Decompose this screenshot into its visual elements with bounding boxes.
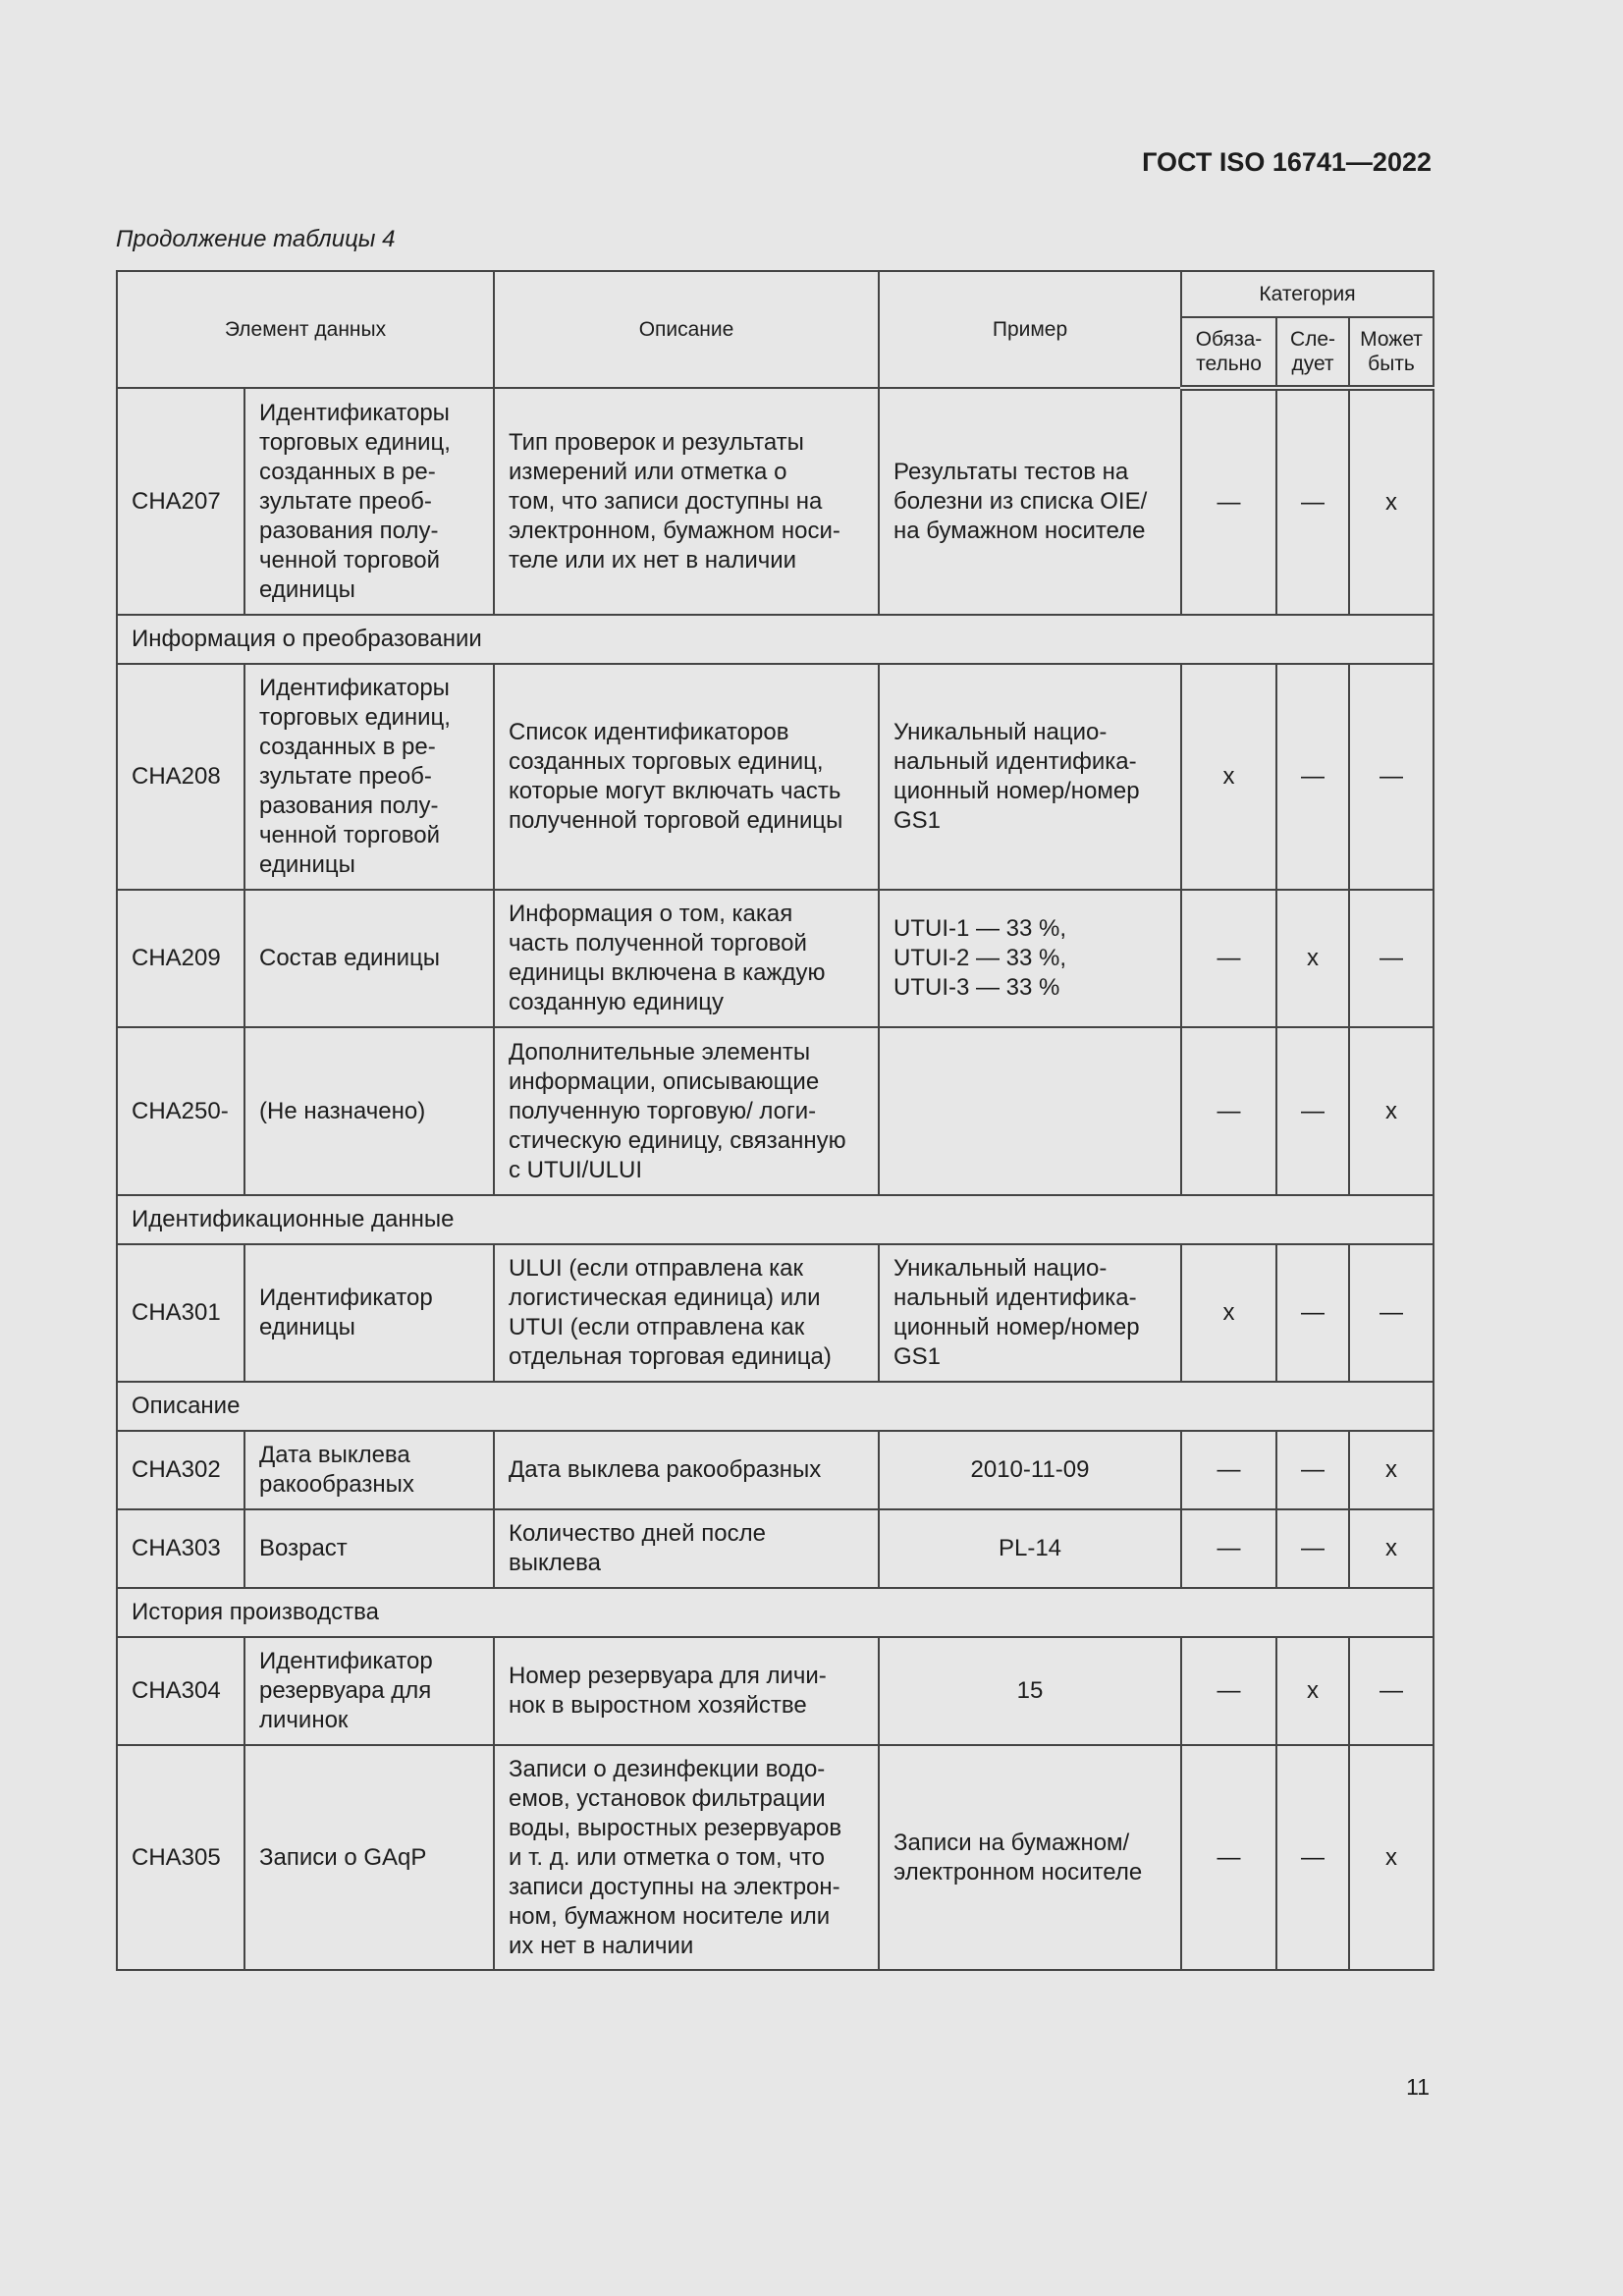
cell-may: — [1349, 1637, 1434, 1745]
cell-description: Дополнительные элементы информации, описывающие полученную торговую/ логи- стическую единицу, связанную с UTUI/ULUI [494, 1027, 879, 1195]
cell-description: Список идентификаторов созданных торговых единиц, которые могут включать часть полученной торговой единицы [494, 664, 879, 890]
cell-description: Количество дней после выклева [494, 1509, 879, 1588]
cell-may: — [1349, 890, 1434, 1027]
cell-mandatory: — [1181, 388, 1276, 615]
cell-should: — [1276, 1244, 1349, 1382]
cell-code: CHA301 [117, 1244, 244, 1382]
standard-code: ГОСТ ISO 16741—2022 [1142, 147, 1432, 177]
table-row [117, 1244, 1434, 1382]
cell-mandatory: — [1181, 1745, 1276, 1970]
section-title: Информация о преобразовании [117, 615, 1434, 664]
table-row [117, 1027, 1434, 1195]
cell-mandatory: — [1181, 1637, 1276, 1745]
cell-example: Уникальный нацио- нальный идентифика- ционный номер/номер GS1 [879, 1244, 1181, 1382]
cell-description: Информация о том, какая часть полученной торговой единицы включена в каждую созданную единицу [494, 890, 879, 1027]
table-row [117, 890, 1434, 1027]
cell-should: — [1276, 1431, 1349, 1509]
cell-mandatory: — [1181, 1431, 1276, 1509]
table-row [117, 388, 1434, 615]
cell-example [879, 1027, 1181, 1195]
cell-description: Дата выклева ракообразных [494, 1431, 879, 1509]
cell-may: x [1349, 1431, 1434, 1509]
cell-example: 15 [879, 1637, 1181, 1745]
header-element: Элемент данных [117, 271, 494, 388]
table-row [117, 1509, 1434, 1588]
cell-mandatory: — [1181, 1509, 1276, 1588]
cell-name: Возраст [244, 1509, 494, 1588]
cell-code: CHA209 [117, 890, 244, 1027]
cell-code: CHA302 [117, 1431, 244, 1509]
cell-should: — [1276, 1027, 1349, 1195]
cell-description: Номер резервуара для личи- нок в выростном хозяйстве [494, 1637, 879, 1745]
page-number: 11 [1406, 2074, 1430, 2100]
section-title: История производства [117, 1588, 1434, 1637]
cell-code: CHA250- [117, 1027, 244, 1195]
cell-name: Идентификатор резервуара для личинок [244, 1637, 494, 1745]
section-row [117, 615, 1434, 664]
cell-example: Уникальный нацио- нальный идентифика- ционный номер/номер GS1 [879, 664, 1181, 890]
cell-example: Результаты тестов на болезни из списка OIE/ на бумажном носителе [879, 388, 1181, 615]
header-description: Описание [494, 271, 879, 388]
cell-example: Записи на бумажном/ электронном носителе [879, 1745, 1181, 1970]
cell-may: x [1349, 388, 1434, 615]
table-row [117, 664, 1434, 890]
cell-example: PL-14 [879, 1509, 1181, 1588]
cell-description: Тип проверок и результаты измерений или отметка о том, что записи доступны на электронном, бумажном носи- теле или их нет в наличии [494, 388, 879, 615]
header-category: Категория [1181, 271, 1434, 317]
cell-code: CHA303 [117, 1509, 244, 1588]
cell-name: (Не назначено) [244, 1027, 494, 1195]
cell-code: CHA207 [117, 388, 244, 615]
table-row [117, 1637, 1434, 1745]
cell-name: Дата выклева ракообразных [244, 1431, 494, 1509]
section-row [117, 1382, 1434, 1431]
section-row [117, 1195, 1434, 1244]
cell-should: — [1276, 664, 1349, 890]
cell-description: Записи о дезинфекции водо- емов, установок фильтрации воды, выростных резервуаров и т. д. или отметка о том, что записи доступны на электрон- ном, бумажном носителе или их нет в наличии [494, 1745, 879, 1970]
table-row [117, 1745, 1434, 1970]
section-title: Идентификационные данные [117, 1195, 1434, 1244]
cell-mandatory: x [1181, 664, 1276, 890]
cell-may: x [1349, 1027, 1434, 1195]
data-table [116, 270, 1434, 1971]
cell-example: 2010-11-09 [879, 1431, 1181, 1509]
cell-mandatory: — [1181, 1027, 1276, 1195]
cell-code: CHA208 [117, 664, 244, 890]
cell-should: x [1276, 890, 1349, 1027]
cell-code: CHA304 [117, 1637, 244, 1745]
cell-may: — [1349, 664, 1434, 890]
cell-should: — [1276, 388, 1349, 615]
table-row [117, 1431, 1434, 1509]
cell-may: — [1349, 1244, 1434, 1382]
cell-name: Идентификаторы торговых единиц, созданных в ре- зультате преоб- разования полу- ченной торговой единицы [244, 664, 494, 890]
cell-name: Идентификатор единицы [244, 1244, 494, 1382]
cell-code: CHA305 [117, 1745, 244, 1970]
cell-should: — [1276, 1509, 1349, 1588]
cell-name: Идентификаторы торговых единиц, созданных в ре- зультате преоб- разования полу- ченной торговой единицы [244, 388, 494, 615]
section-row [117, 1588, 1434, 1637]
cell-should: x [1276, 1637, 1349, 1745]
header-row-1 [117, 271, 1434, 317]
cell-example: UTUI-1 — 33 %, UTUI-2 — 33 %, UTUI-3 — 33 % [879, 890, 1181, 1027]
header-mandatory: Обяза- тельно [1181, 317, 1276, 388]
table-caption: Продолжение таблицы 4 [116, 226, 396, 252]
header-example: Пример [879, 271, 1181, 388]
cell-should: — [1276, 1745, 1349, 1970]
cell-mandatory: — [1181, 890, 1276, 1027]
section-title: Описание [117, 1382, 1434, 1431]
cell-name: Состав единицы [244, 890, 494, 1027]
cell-mandatory: x [1181, 1244, 1276, 1382]
cell-name: Записи о GAqP [244, 1745, 494, 1970]
cell-may: x [1349, 1745, 1434, 1970]
cell-may: x [1349, 1509, 1434, 1588]
header-may: Может быть [1349, 317, 1434, 388]
header-should: Сле- дует [1276, 317, 1349, 388]
table-body [117, 388, 1434, 1970]
cell-description: ULUI (если отправлена как логистическая единица) или UTUI (если отправлена как отдельная торговая единица) [494, 1244, 879, 1382]
